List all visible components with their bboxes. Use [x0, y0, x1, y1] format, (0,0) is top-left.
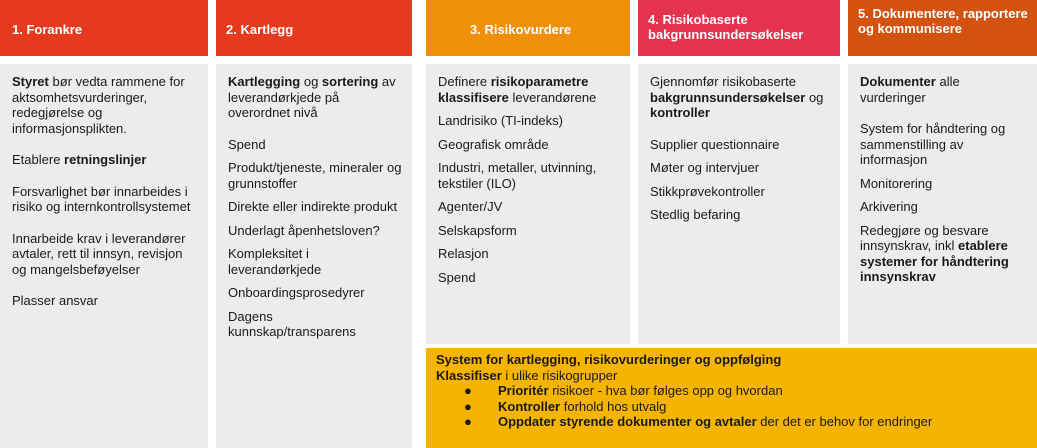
text-run: Landrisiko (TI-indeks) [438, 113, 563, 128]
emphasis-text: etablere systemer for håndtering innsynskrav [860, 238, 1009, 284]
text-run: Dagens kunnskap/transparens [228, 308, 356, 339]
text-run: bør vedta rammene for aktsomhetsvurderinger, redegjørelse og informasjonsplikten. [12, 74, 185, 136]
column-body-5 [848, 64, 1037, 344]
column-body-1 [0, 64, 208, 448]
emphasis-text: Oppdater styrende dokumenter og avtaler [498, 414, 757, 429]
emphasis-text: Styret [12, 74, 49, 89]
text-run: Definere [438, 74, 491, 89]
text-run: Plasser ansvar [12, 293, 98, 308]
emphasis-text: Klassifiser [436, 367, 502, 383]
bullet-dot-icon: ● [464, 414, 472, 429]
column-1-item [12, 231, 198, 278]
system-box-title: System for kartlegging, risikovurderinger og oppfølging [436, 352, 782, 367]
text-run: Møter og intervjuer [650, 160, 760, 175]
text-run: Redegjøre og besvare innsynskrav, inkl [860, 222, 989, 253]
column-body-3 [426, 64, 630, 344]
emphasis-text: retningslinjer [64, 152, 147, 167]
text-run: Industri, metaller, utvinning, tekstiler (ILO) [438, 160, 597, 191]
column-5-item [860, 121, 1027, 168]
system-box-line2 [436, 368, 1029, 384]
spacer [650, 129, 830, 137]
text-run: og [300, 74, 322, 89]
column-3-item [438, 113, 620, 129]
text-run: Agenter/JV [438, 199, 503, 214]
text-run: Geografisk område [438, 136, 549, 152]
system-box-bullet-list [436, 383, 1029, 430]
spacer [12, 176, 198, 184]
bullet-dot-icon: ● [464, 398, 472, 414]
bullet-dot-icon: ● [464, 383, 472, 398]
system-box [426, 348, 1037, 448]
column-header-5-label: 5. Dokumentere, rapportere og kommunisere [858, 6, 1028, 36]
text-run: Arkivering [860, 199, 918, 214]
text-run: leverandørene [508, 89, 597, 105]
column-1-item [12, 184, 198, 215]
column-header-1 [0, 0, 208, 56]
column-header-4-label: 4. Risikobaserte bakgrunnsundersøkelser [648, 12, 804, 42]
spacer [12, 285, 198, 293]
text-run: Selskapsform [438, 222, 517, 238]
column-4-item [650, 207, 830, 223]
column-4-item [650, 184, 830, 200]
text-run: Kompleksitet i leverandørkjede [228, 246, 322, 277]
emphasis-text: kontroller [650, 105, 710, 120]
column-header-5 [848, 0, 1037, 56]
text-run: Innarbeide krav i leverandører avtaler, rett til innsyn, revisjon og mangelsbeføyelser [12, 230, 186, 277]
system-box-bullet [436, 383, 1029, 399]
column-3-item [438, 160, 620, 191]
column-header-1-label: 1. Forankre [12, 22, 83, 37]
column-3-item [438, 223, 620, 239]
text-run: Spend [438, 269, 476, 285]
text-run: System for håndtering og sammenstilling av informasjon [860, 121, 1006, 167]
spacer [860, 113, 1027, 121]
column-1-item [12, 152, 198, 168]
text-run: Relasjon [438, 246, 489, 261]
column-header-2 [216, 0, 412, 56]
column-body-4 [638, 64, 840, 344]
column-header-4 [638, 0, 840, 56]
text-run: av leverandørkjede på overordnet nivå [228, 74, 396, 120]
text-run: der det er behov for endringer [756, 414, 933, 429]
column-header-2-label: 2. Kartlegg [226, 22, 294, 37]
text-run: Direkte eller indirekte produkt [228, 199, 398, 214]
column-2-item [228, 246, 402, 277]
emphasis-text: Kontroller [498, 398, 561, 414]
column-3-item [438, 74, 620, 105]
text-run: Onboardingsprosedyrer [228, 285, 365, 300]
column-2-item [228, 285, 402, 301]
column-5-item [860, 223, 1027, 285]
text-run: Underlagt åpenhetsloven? [228, 222, 380, 238]
text-run: Spend [228, 136, 266, 152]
column-2-item [228, 160, 402, 191]
text-run: forhold hos utvalg [560, 398, 667, 414]
column-2-item [228, 74, 402, 121]
column-body-2 [216, 64, 412, 448]
column-2-item [228, 309, 402, 340]
emphasis-text: bakgrunnsundersøkelser [650, 89, 806, 105]
emphasis-text: Prioritér [498, 383, 549, 398]
text-run: Produkt/tjeneste, mineraler og grunnstoffer [228, 160, 402, 191]
column-5-item [860, 176, 1027, 192]
system-box-bullet [436, 414, 1029, 430]
column-header-3-label: 3. Risikovurdere [470, 22, 572, 37]
column-5-item [860, 74, 1027, 105]
column-4-item [650, 74, 830, 121]
column-1-item [12, 74, 198, 136]
column-3-item [438, 246, 620, 262]
column-2-item [228, 223, 402, 239]
text-run: Gjennomfør risikobaserte [650, 74, 796, 89]
text-run: Stedlig befaring [650, 207, 741, 222]
text-run: og [805, 89, 824, 105]
spacer [228, 129, 402, 137]
text-run: i ulike risikogrupper [501, 367, 618, 383]
text-run: risikoer - hva bør følges opp og hvordan [548, 383, 783, 398]
column-2-item [228, 199, 402, 215]
emphasis-text: Dokumenter [860, 74, 936, 89]
column-3-item [438, 270, 620, 286]
column-3-item [438, 137, 620, 153]
spacer [12, 223, 198, 231]
system-box-bullet [436, 399, 1029, 415]
emphasis-text: Kartlegging [228, 74, 301, 89]
text-run: Etablere [12, 152, 65, 167]
column-header-3 [426, 0, 630, 56]
spacer [12, 144, 198, 152]
column-4-item [650, 137, 830, 153]
text-run: Stikkprøvekontroller [650, 183, 765, 199]
column-5-item [860, 199, 1027, 215]
column-4-item [650, 160, 830, 176]
emphasis-text: risikoparametre klassifisere [438, 74, 589, 105]
text-run: Forsvarlighet bør innarbeides i risiko og internkontrollsystemet [12, 183, 191, 214]
column-1-item [12, 293, 198, 309]
text-run: Monitorering [860, 175, 933, 191]
column-2-item [228, 137, 402, 153]
text-run: Supplier questionnaire [650, 136, 780, 152]
emphasis-text: sortering [321, 74, 379, 89]
column-3-item [438, 199, 620, 215]
text-run: alle vurderinger [860, 74, 960, 105]
